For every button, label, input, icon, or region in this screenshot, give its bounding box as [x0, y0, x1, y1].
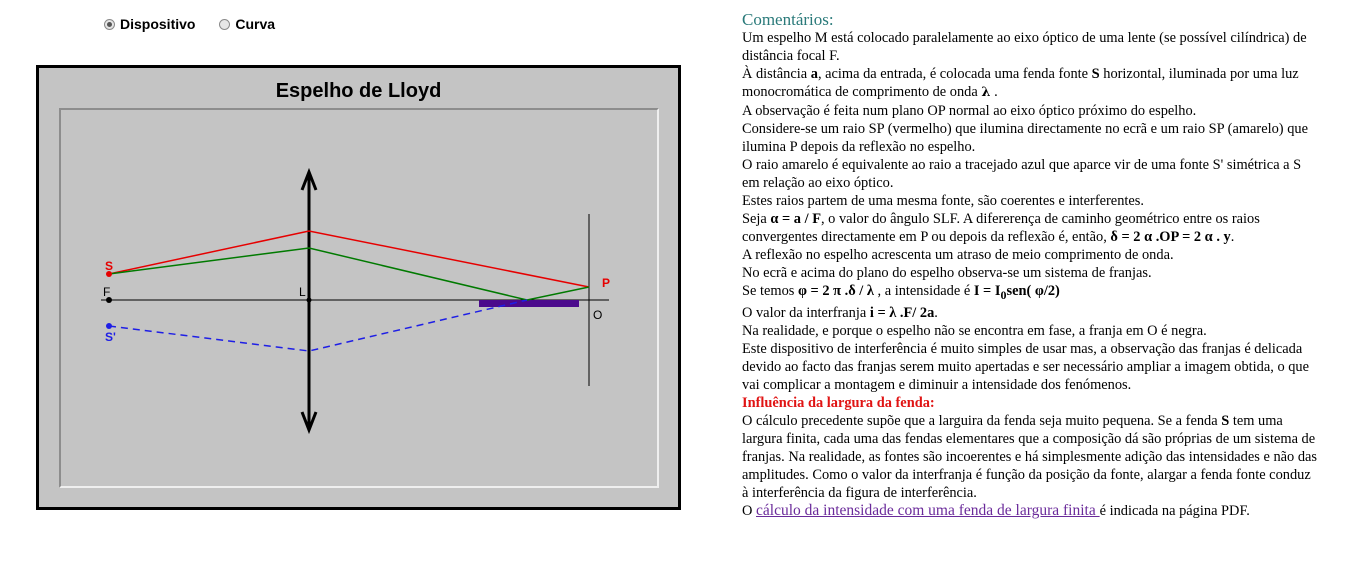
paragraph-3: A observação é feita num plano OP normal ao eixo óptico próximo do espelho.: [742, 103, 1197, 119]
comments-section: [742, 10, 1320, 520]
paragraph-5: O raio amarelo é equivalente ao raio a tracejado azul que aparce vir de uma fonte S' simétrica a S em relação ao eixo óptico.: [742, 157, 1302, 191]
label-S-prime: S': [105, 330, 116, 344]
virtual-ray: [109, 300, 527, 351]
paragraph-9: No ecrã e acima do plano do espelho observa-se um sistema de franjas.: [742, 265, 1152, 281]
diagram-canvas: [59, 108, 659, 488]
paragraph-8: A reflexão no espelho acrescenta um atraso de meio comprimento de onda.: [742, 247, 1174, 263]
paragraph-4: Considere-se um raio SP (vermelho) que ilumina directamente no ecrã e um raio SP (amarelo) que ilumina P depois da reflexão no espelho.: [742, 121, 1308, 155]
radio-selected-icon[interactable]: [104, 19, 115, 30]
direct-ray: [109, 231, 589, 287]
paragraph-15: O cálculo da intensidade com uma fenda de largura finita é indicada na página PDF.: [742, 501, 1250, 519]
finite-slit-calculation-link[interactable]: cálculo da intensidade com uma fenda de largura finita: [756, 501, 1100, 519]
label-F: F: [103, 285, 111, 299]
label-S: S: [105, 259, 114, 273]
radio-curva-label: Curva: [235, 16, 276, 32]
radio-unselected-icon[interactable]: [219, 19, 230, 30]
lens-center-point: [307, 298, 312, 303]
paragraph-1: Um espelho M está colocado paralelamente ao eixo óptico de uma lente (se possível cilíndrica) de distância focal F.: [742, 30, 1307, 64]
influence-heading: Influência da largura da fenda:: [742, 394, 935, 411]
paragraph-10: Se temos φ = 2 π .δ / λ , a intensidade é $I = I_0sen$( φ/2): [742, 283, 1060, 302]
radio-dispositivo-label: Dispositivo: [120, 16, 196, 32]
diagram-panel: [36, 65, 681, 510]
diagram-title: Espelho de Lloyd: [275, 80, 442, 102]
paragraph-7: Seja α = a / F, o valor do ângulo SLF. A difererença de caminho geométrico entre os raios convergentes directamente em P ou depois da reflexão é, então, δ = 2 α .OP = 2 α . y.: [742, 211, 1260, 245]
label-L: L: [299, 285, 306, 299]
paragraph-6: Estes raios partem de uma mesma fonte, são coerentes e interferentes.: [742, 193, 1144, 209]
paragraph-14: O cálculo precedente supõe que a larguira da fenda seja muito pequena. Se a fenda S tem uma largura finita, cada uma das fendas elementares que a composição dá são próprias de um sistema de franjas. Na realidade, as fontes são incoerentes e há simplesmente adição das intensidades e não das amplitudes. Como o valor da interfranja é função da posição da fonte, alargar a fenda fonte conduz à interferência da figura de interferência.: [742, 412, 1318, 501]
paragraph-2: À distância a, acima da entrada, é colocada uma fenda fonte S horizontal, iluminada por uma luz monocromática de comprimento de onda λ .: [742, 66, 1299, 100]
label-P: P: [602, 276, 611, 290]
view-mode-radio-group: [104, 16, 295, 33]
reflected-ray: [109, 248, 589, 300]
paragraph-13: Este dispositivo de interferência é muito simples de usar mas, a observação das franjas é delicada devido ao facto das franjas serem muito apertadas e ser necessário ampliar a imagem obtida, o que vai complicar a montagem e diminuir a intensidade dos fenómenos.: [742, 340, 1310, 393]
mirror: [479, 300, 579, 307]
radio-curva[interactable]: [219, 16, 275, 32]
radio-dispositivo[interactable]: [104, 16, 195, 32]
lloyd-mirror-diagram: [61, 110, 657, 486]
label-O: O: [593, 308, 603, 322]
comments-heading: Comentários:: [742, 10, 834, 29]
paragraph-12: Na realidade, e porque o espelho não se encontra em fase, a franja em O é negra.: [742, 322, 1207, 339]
paragraph-11: O valor da interfranja i = λ .F/ 2a.: [742, 304, 938, 321]
image-source-point: [106, 323, 112, 329]
